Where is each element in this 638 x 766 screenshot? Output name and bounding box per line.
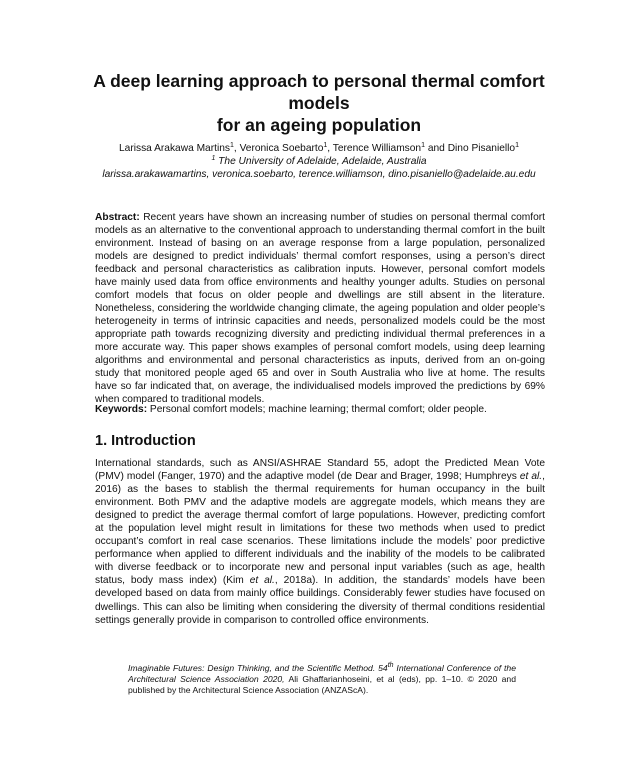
author-affiliation-mark: 1 bbox=[323, 142, 328, 149]
footnote-conference-cont: International Conference of the Architectural Science Association 2020, bbox=[128, 663, 516, 684]
affiliation bbox=[60, 155, 578, 168]
author-name: Veronica Soebarto bbox=[239, 143, 324, 154]
footnote-conference: Imaginable Futures: Design Thinking, and the Scientific Method. 54 bbox=[128, 663, 388, 673]
footnote-citation bbox=[128, 663, 516, 696]
keywords bbox=[95, 403, 545, 416]
keywords-text: Personal comfort models; machine learning; thermal comfort; older people. bbox=[147, 404, 487, 415]
abstract bbox=[95, 211, 545, 406]
abstract-label: Abstract: bbox=[95, 212, 140, 223]
author-list bbox=[60, 142, 578, 155]
introduction-paragraph bbox=[95, 457, 545, 627]
title-line-1: A deep learning approach to personal thermal comfort models bbox=[93, 71, 545, 113]
author-name: Terence Williamson bbox=[332, 143, 422, 154]
keywords-label: Keywords: bbox=[95, 404, 148, 415]
intro-text: International standards, such as ANSI/ASHRAE Standard 55, adopt the Predicted Mean Vote (PMV) model (Fanger, 1970) and the adaptive model (de Dear and Brager, 1998; Humphreys bbox=[95, 458, 545, 483]
author-separator: , bbox=[327, 143, 333, 154]
affiliation-text: The University of Adelaide, Adelaide, Australia bbox=[215, 156, 427, 167]
footnote-publisher: Ali Ghaffarianhoseini, et al (eds), pp. 1–10. © 2020 and published by the Architectural Science Association (ANZAScA). bbox=[128, 674, 516, 695]
author-affiliation-mark: 1 bbox=[421, 142, 426, 149]
author-affiliation-mark: 1 bbox=[229, 142, 234, 149]
author-separator: , bbox=[233, 143, 240, 154]
abstract-text: Recent years have shown an increasing number of studies on personal thermal comfort models as an alternative to the conventional approach to understanding thermal comfort in the built environment. Instead of basing on an average response from a large population, personalized models are designed to predict individuals’ thermal comfort responses, using a person’s direct feedback and personal characteristics as calibration inputs. However, personal comfort models have mainly used data from office environments and healthy younger adults. Studies on personal comfort models that focus on older people and dwellings are still absent in the literature. Nonetheless, considering the worldwide changing climate, the ageing population and older people’s heterogeneity in terms of intrinsic capacities and needs, personalized models could be the most appropriate path towards recognizing diversity and predicting individual thermal preferences in a more accurate way. This paper shows examples of personal comfort models, using deep learning algorithms and environmental and personal characteristics as inputs, derived from an on-going study that monitored people aged 65 and over in South Australia who live at home. The results have so far indicated that, on average, the individualised models improved the predictions by 69% when compared to traditional models. bbox=[95, 212, 545, 405]
author-emails: larissa.arakawamartins, veronica.soebarto, terence.williamson, dino.pisaniello@adelaide.au.edu bbox=[102, 169, 536, 180]
author-name: Dino Pisaniello bbox=[447, 143, 516, 154]
intro-et-al: et al. bbox=[519, 471, 543, 483]
paper-title bbox=[70, 70, 568, 136]
section-heading-introduction: 1. Introduction bbox=[95, 433, 196, 449]
author-name: Larissa Arakawa Martins bbox=[119, 143, 230, 154]
intro-et-al: et al. bbox=[249, 575, 275, 587]
affiliation-mark: 1 bbox=[211, 155, 216, 162]
footnote-ordinal: th bbox=[387, 662, 394, 669]
author-separator: and bbox=[425, 143, 448, 154]
intro-text: , 2016) as the bases to stablish the thermal requirements for human occupancy in the built environment. Both PMV and the adaptive models are aggregate models, which means they are designed to predict the average thermal comfort of large populations. However, predicting comfort at the population level might result in limitations for these two methods when used to predict occupant’s comfort in real case scenarios. These limitations include the models’ poor predictive performance when applied to different individuals and the inability of the models to be calibrated with diverse feedback or to incorporate new and personal input variables (such as age, health status, body mass index) (Kim bbox=[95, 471, 545, 587]
intro-text: , 2018a). In addition, the standards’ models have been developed based on data from mainly office buildings. Considerably fewer studies have focused on dwellings. This can also be limiting when considering the diversity of thermal conditions residential settings generally provide in comparison to controlled office environments. bbox=[95, 575, 546, 626]
title-line-2: for an ageing population bbox=[216, 115, 422, 135]
author-affiliation-mark: 1 bbox=[515, 142, 519, 149]
